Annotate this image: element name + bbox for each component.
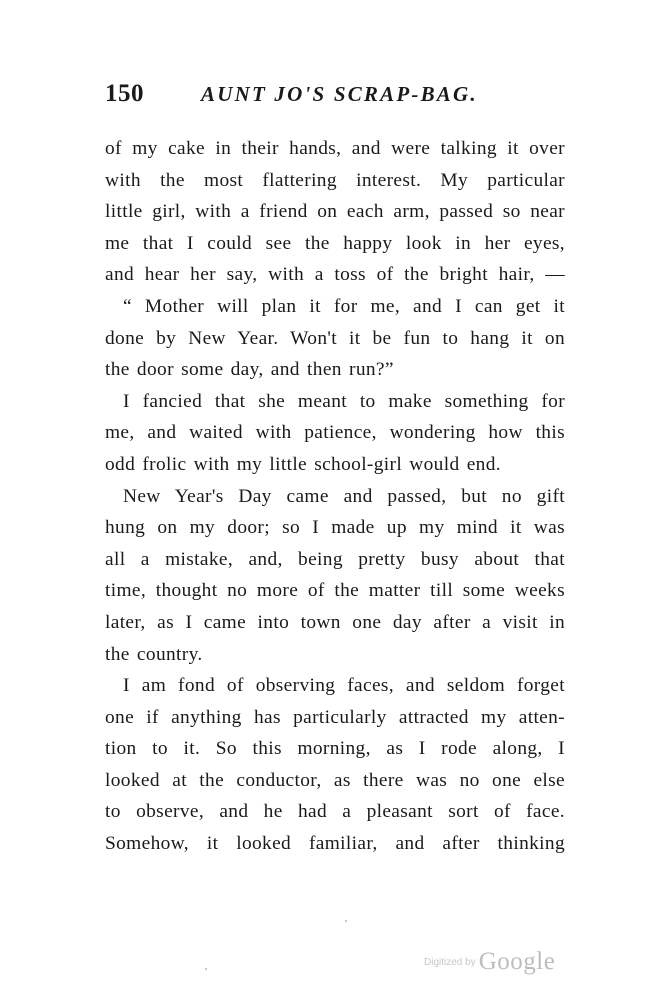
running-title: AUNT JO'S SCRAP-BAG.	[201, 82, 478, 106]
text-line: the door some day, and then run?”	[105, 359, 394, 381]
text-line: later, as I came into town one day after a visit in	[105, 611, 565, 633]
text-line: and hear her say, with a toss of the bright hair, —	[105, 264, 565, 286]
text-line: tion to it. So this morning, as I rode along, I	[105, 738, 565, 760]
text-line: of my cake in their hands, and were talking it over	[105, 138, 565, 159]
scan-speck	[205, 968, 207, 970]
page-number: 150	[105, 80, 144, 107]
google-logo: Google	[478, 948, 556, 975]
text-line: odd frolic with my little school-girl would end.	[105, 453, 501, 475]
body-text	[105, 133, 565, 860]
text-line: one if anything has particularly attracted my atten-	[105, 706, 565, 728]
text-line: “ Mother will plan it for me, and I can get it	[123, 295, 565, 317]
text-line: with the most flattering interest. My particular	[105, 169, 565, 191]
text-line: the country.	[105, 643, 203, 665]
text-line: hung on my door; so I made up my mind it was	[105, 517, 565, 539]
text-line: Somehow, it looked familiar, and after thinking	[105, 833, 565, 855]
text-line: time, thought no more of the matter till some weeks	[105, 580, 565, 602]
digitized-watermark	[424, 948, 555, 978]
text-line: done by New Year. Won't it be fun to hang it on	[105, 327, 565, 349]
text-line: me, and waited with patience, wondering how this	[105, 422, 565, 444]
text-line: to observe, and he had a pleasant sort of face.	[105, 801, 565, 823]
page-header	[105, 80, 575, 120]
scan-speck	[345, 920, 347, 922]
text-line: New Year's Day came and passed, but no gift	[123, 485, 565, 507]
text-line: little girl, with a friend on each arm, passed so near	[105, 201, 565, 223]
text-line: all a mistake, and, being pretty busy about that	[105, 548, 565, 570]
watermark-prefix: Digitized by	[424, 956, 476, 968]
text-line: looked at the conductor, as there was no one else	[105, 769, 565, 791]
text-line: me that I could see the happy look in her eyes,	[105, 232, 565, 254]
text-line: I am fond of observing faces, and seldom forget	[123, 675, 565, 697]
text-line: I fancied that she meant to make something for	[123, 390, 565, 412]
